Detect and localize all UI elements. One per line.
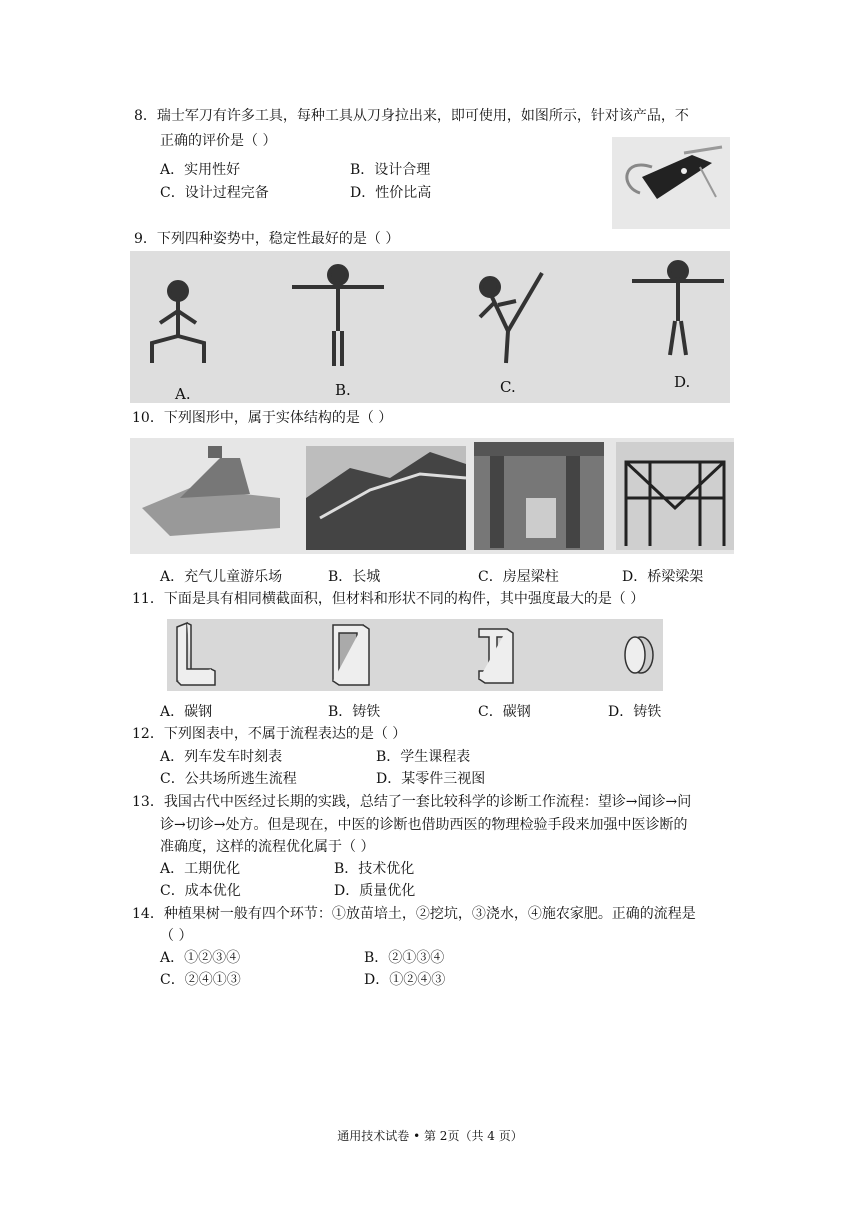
q11-option-b: B．铸铁 <box>328 704 381 720</box>
q14-option-b: B．②①③④ <box>364 950 445 966</box>
posture-label-a: A. <box>175 385 191 403</box>
q8-option-c: C．设计过程完备 <box>160 185 269 201</box>
q14-option-d: D．①②④③ <box>364 972 446 988</box>
q13-option-c: C．成本优化 <box>160 883 241 899</box>
posture-label-d: D. <box>674 373 691 391</box>
postures-image <box>130 251 730 403</box>
q11-option-c: C．碳钢 <box>478 704 531 720</box>
q8-stem-line1: 8．瑞士军刀有许多工具，每种工具从刀身拉出来，即可使用，如图所示，针对该产品，不 <box>134 108 689 124</box>
q8-option-a: A．实用性好 <box>160 162 241 178</box>
q10-option-b: B．长城 <box>328 569 381 585</box>
q11-option-a: A．碳钢 <box>160 704 213 720</box>
q14-stem-line1: 14．种植果树一般有四个环节：①放苗培土，②挖坑，③浇水，④施农家肥。正确的流程是 <box>132 906 696 922</box>
page-footer: 通用技术试卷 • 第 2页（共 4 页） <box>337 1129 523 1143</box>
q8-option-b: B．设计合理 <box>350 162 431 178</box>
q10-option-a: A．充气儿童游乐场 <box>160 569 283 585</box>
q9-stem: 9．下列四种姿势中，稳定性最好的是（ ） <box>134 231 400 247</box>
q10-option-c: C．房屋梁柱 <box>478 569 559 585</box>
q13-stem-line2: 诊→切诊→处方。但是现在，中医的诊断也借助西医的物理检验手段来加强中医诊断的 <box>160 817 688 833</box>
q8-option-d: D．性价比高 <box>350 185 432 201</box>
q11-stem: 11．下面是具有相同横截面积，但材料和形状不同的构件，其中强度最大的是（ ） <box>132 591 645 607</box>
q13-option-d: D．质量优化 <box>334 883 416 899</box>
swiss-army-knife-image <box>612 137 730 229</box>
structures-image <box>130 438 734 554</box>
q10-stem: 10．下列图形中，属于实体结构的是（ ） <box>132 410 393 426</box>
q13-stem-line1: 13．我国古代中医经过长期的实践，总结了一套比较科学的诊断工作流程：望诊→闻诊→问 <box>132 794 692 810</box>
posture-label-b: B. <box>335 381 351 399</box>
q12-option-c: C．公共场所逃生流程 <box>160 771 297 787</box>
q10-option-d: D．桥梁梁架 <box>622 569 704 585</box>
q13-option-a: A．工期优化 <box>160 861 241 877</box>
q13-stem-line3: 准确度，这样的流程优化属于（ ） <box>160 839 375 855</box>
q14-option-c: C．②④①③ <box>160 972 241 988</box>
q12-option-d: D．某零件三视图 <box>376 771 486 787</box>
q11-option-d: D．铸铁 <box>608 704 662 720</box>
posture-label-c: C. <box>500 378 516 396</box>
q12-option-a: A．列车发车时刻表 <box>160 749 283 765</box>
q13-option-b: B．技术优化 <box>334 861 415 877</box>
q12-option-b: B．学生课程表 <box>376 749 471 765</box>
beam-cross-sections-image <box>167 619 663 691</box>
q14-stem-line2: （ ） <box>160 928 193 944</box>
q8-stem-line2: 正确的评价是（ ） <box>160 133 277 149</box>
q14-option-a: A．①②③④ <box>160 950 241 966</box>
q12-stem: 12．下列图表中，不属于流程表达的是（ ） <box>132 726 407 742</box>
